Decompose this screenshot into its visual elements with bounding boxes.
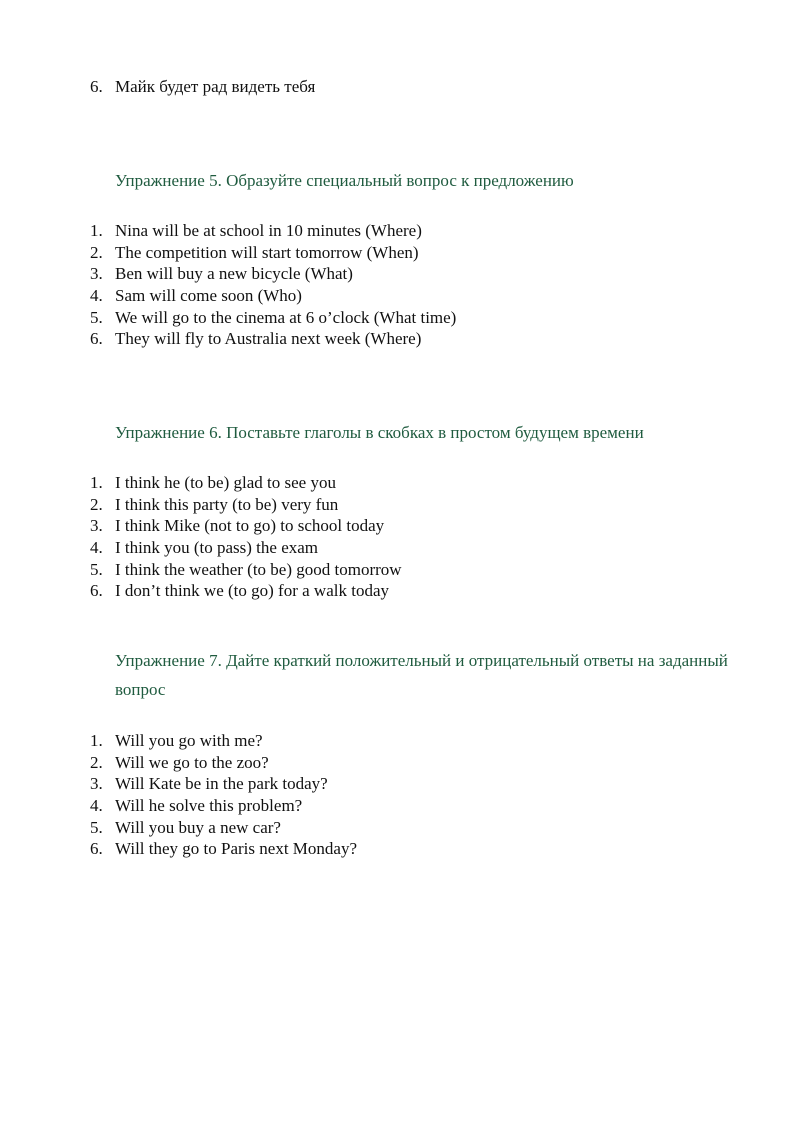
item-text: Will you buy a new car? xyxy=(115,817,281,837)
exercise-6-heading: Упражнение 6. Поставьте глаголы в скобках в простом будущем времени xyxy=(115,423,644,442)
item-number: 3. xyxy=(90,516,103,536)
item-number: 3. xyxy=(90,264,103,284)
item-number: 1. xyxy=(90,473,103,492)
item-number: 6. xyxy=(90,329,103,349)
item-text: They will fly to Australia next week (Where) xyxy=(115,329,422,349)
item-text: Sam will come soon (Who) xyxy=(115,286,302,306)
item-text: I don’t think we (to go) for a walk today xyxy=(115,581,389,601)
item-number: 2. xyxy=(90,752,103,772)
item-number: 2. xyxy=(90,242,103,262)
item-number: 4. xyxy=(90,286,103,306)
item-text: Nina will be at school in 10 minutes (Where) xyxy=(115,221,422,240)
item-number: 5. xyxy=(90,307,103,327)
item-number: 4. xyxy=(90,796,103,816)
item-text: Will we go to the zoo? xyxy=(115,752,269,772)
item-text: The competition will start tomorrow (When) xyxy=(115,242,419,262)
item-text: Will they go to Paris next Monday? xyxy=(115,839,358,859)
item-number: 4. xyxy=(90,538,103,558)
item-number: 2. xyxy=(90,494,103,514)
item-number: 3. xyxy=(90,774,103,794)
item-text: I think you (to pass) the exam xyxy=(115,538,319,558)
item-number: 6. xyxy=(90,581,103,601)
item-text: Will Kate be in the park today? xyxy=(115,774,328,794)
item-number: 5. xyxy=(90,559,103,579)
item-text: Майк будет рад видеть тебя xyxy=(115,77,316,96)
item-number: 1. xyxy=(90,221,103,240)
item-number: 5. xyxy=(90,817,103,837)
item-text: I think this party (to be) very fun xyxy=(115,494,339,514)
exercise-5-heading: Упражнение 5. Образуйте специальный вопрос к предложению xyxy=(115,171,574,190)
item-text: I think the weather (to be) good tomorrow xyxy=(115,559,402,579)
exercise-7-heading: Упражнение 7. Дайте краткий положительный и отрицательный ответы на заданный вопрос xyxy=(115,651,728,699)
item-text: Will you go with me? xyxy=(115,731,263,750)
item-number: 6. xyxy=(90,839,103,859)
item-number: 1. xyxy=(90,731,103,750)
item-text: We will go to the cinema at 6 o’clock (What time) xyxy=(115,307,457,327)
item-text: Ben will buy a new bicycle (What) xyxy=(115,264,353,284)
item-text: I think Mike (not to go) to school today xyxy=(115,516,385,536)
item-number: 6. xyxy=(90,77,103,96)
item-text: Will he solve this problem? xyxy=(115,796,303,816)
item-text: I think he (to be) glad to see you xyxy=(115,473,336,492)
